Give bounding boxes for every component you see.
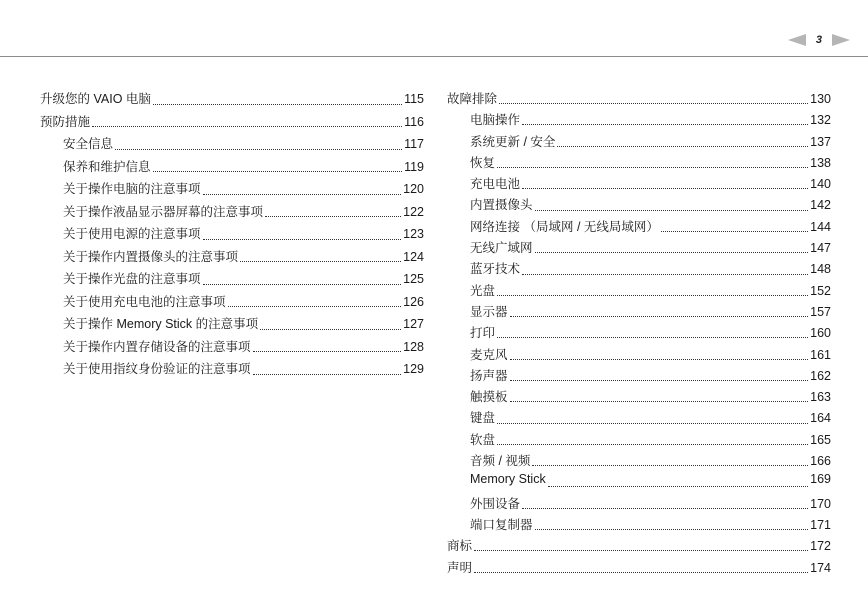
- toc-entry-title: 无线广域网: [470, 241, 533, 256]
- dot-leader: [265, 216, 401, 217]
- dot-leader: [499, 103, 808, 104]
- dot-leader: [253, 374, 402, 375]
- toc-entry-page: 161: [810, 347, 831, 362]
- dot-leader: [203, 284, 402, 285]
- dot-leader: [253, 351, 402, 352]
- toc-entry-title: 蓝牙技术: [470, 262, 521, 277]
- toc-entry-title: 麦克风: [470, 347, 508, 362]
- toc-entry-title: 充电电池: [470, 177, 521, 192]
- dot-leader: [203, 239, 402, 240]
- dot-leader: [522, 274, 808, 275]
- toc-entry-title: 升级您的 VAIO 电脑: [40, 92, 151, 106]
- toc-entry[interactable]: [40, 269, 424, 292]
- dot-leader: [557, 146, 808, 147]
- toc-entry-title: 关于操作电脑的注意事项: [63, 182, 201, 196]
- previous-page-arrow-icon[interactable]: [788, 34, 806, 46]
- toc-entry-title: 关于操作光盘的注意事项: [63, 272, 201, 286]
- toc-entry-title: 电脑操作: [470, 113, 521, 128]
- toc-entry[interactable]: [447, 494, 831, 515]
- toc-entry-page: 123: [403, 227, 424, 241]
- dot-leader: [535, 252, 809, 253]
- dot-leader: [510, 401, 809, 402]
- toc-entry-page: 164: [810, 411, 831, 426]
- toc-entry-page: 119: [404, 159, 424, 174]
- toc-entry-title: 声明: [447, 560, 473, 575]
- toc-entry-page: 166: [810, 454, 831, 469]
- toc-entry-title: 安全信息: [63, 137, 114, 151]
- toc-entry-title: 系统更新 / 安全: [470, 134, 556, 149]
- dot-leader: [497, 423, 808, 424]
- toc-entry[interactable]: [447, 153, 831, 174]
- toc-entry-page: 142: [810, 198, 831, 213]
- toc-entry[interactable]: [40, 89, 424, 112]
- toc-entry[interactable]: [447, 451, 831, 472]
- dot-leader: [535, 529, 809, 530]
- toc-entry[interactable]: [40, 337, 424, 360]
- dot-leader: [522, 508, 808, 509]
- toc-entry[interactable]: [447, 89, 831, 110]
- toc-entry-title: 恢复: [470, 155, 496, 170]
- toc-right-column: [447, 89, 831, 579]
- toc-entry-title: 关于使用充电电池的注意事项: [63, 294, 226, 309]
- dot-leader: [661, 231, 808, 232]
- toc-entry[interactable]: [447, 174, 831, 195]
- toc-left-column: [40, 89, 424, 382]
- toc-entry-title: 商标: [447, 539, 473, 554]
- dot-leader: [522, 124, 808, 125]
- toc-entry-title: 预防措施: [40, 114, 91, 129]
- toc-entry-title: 端口复制器: [470, 517, 533, 532]
- toc-entry[interactable]: [40, 292, 424, 315]
- toc-entry[interactable]: [40, 314, 424, 337]
- toc-entry-page: 148: [810, 262, 831, 277]
- toc-entry[interactable]: [40, 359, 424, 382]
- toc-entry-page: 144: [810, 219, 831, 234]
- toc-entry[interactable]: [40, 179, 424, 202]
- toc-entry-title: 键盘: [470, 411, 496, 426]
- dot-leader: [260, 329, 401, 330]
- toc-entry[interactable]: [447, 281, 831, 302]
- dot-leader: [92, 126, 402, 127]
- dot-leader: [548, 486, 808, 487]
- toc-entry[interactable]: [40, 112, 424, 135]
- toc-entry-page: 124: [403, 249, 424, 264]
- toc-entry-page: 126: [403, 294, 424, 309]
- toc-entry[interactable]: [40, 224, 424, 247]
- dot-leader: [474, 550, 808, 551]
- dot-leader: [115, 149, 402, 150]
- toc-entry-page: 169: [810, 472, 831, 487]
- toc-entry[interactable]: [40, 202, 424, 225]
- toc-entry-page: 163: [810, 390, 831, 405]
- toc-entry-page: 171: [810, 517, 831, 532]
- toc-entry-page: 125: [403, 272, 424, 286]
- dot-leader: [153, 104, 402, 105]
- toc-entry-title: 软盘: [470, 432, 496, 447]
- toc-entry-title: 关于操作 Memory Stick 的注意事项: [63, 317, 259, 331]
- toc-entry-page: 130: [810, 92, 831, 106]
- toc-entry-page: 140: [810, 177, 831, 192]
- dot-leader: [153, 171, 403, 172]
- toc-entry-page: 160: [810, 326, 831, 341]
- page-header: [0, 0, 868, 57]
- toc-entry-title: 关于使用电源的注意事项: [63, 227, 201, 241]
- toc-entry[interactable]: [40, 134, 424, 157]
- toc-entry-title: 保养和维护信息: [63, 159, 151, 174]
- toc-entry-title: 故障排除: [447, 92, 498, 106]
- toc-entry-page: 170: [810, 496, 831, 511]
- toc-entry-title: 光盘: [470, 283, 496, 298]
- dot-leader: [532, 465, 808, 466]
- dot-leader: [497, 295, 808, 296]
- toc-entry-page: 147: [810, 241, 831, 256]
- toc-entry-page: 162: [810, 368, 831, 383]
- toc-entry[interactable]: [447, 217, 831, 238]
- toc-entry-title: 扬声器: [470, 368, 508, 383]
- toc-entry-page: 174: [810, 560, 831, 575]
- toc-entry-title: 关于操作液晶显示器屏幕的注意事项: [63, 204, 264, 219]
- toc-entry[interactable]: [447, 430, 831, 451]
- dot-leader: [497, 337, 808, 338]
- toc-entry[interactable]: [447, 132, 831, 153]
- toc-entry-page: 116: [404, 114, 424, 129]
- toc-entry[interactable]: [40, 157, 424, 180]
- toc-entry[interactable]: [447, 195, 831, 216]
- toc-entry[interactable]: [447, 536, 831, 557]
- toc-entry-title: Memory Stick: [470, 472, 546, 487]
- toc-entry-page: 172: [810, 539, 831, 554]
- toc-entry-page: 128: [403, 339, 424, 354]
- toc-entry[interactable]: [447, 558, 831, 579]
- toc-entry-page: 129: [403, 362, 424, 376]
- toc-entry[interactable]: [447, 366, 831, 387]
- dot-leader: [474, 572, 808, 573]
- toc-entry-title: 触摸板: [470, 390, 508, 405]
- toc-entry[interactable]: [447, 408, 831, 429]
- toc-entry-title: 打印: [470, 326, 496, 341]
- toc-entry-page: 120: [403, 182, 424, 196]
- dot-leader: [497, 444, 808, 445]
- toc-entry-page: 138: [810, 155, 831, 170]
- dot-leader: [535, 210, 809, 211]
- next-page-arrow-icon[interactable]: [832, 34, 850, 46]
- dot-leader: [497, 167, 808, 168]
- toc-entry-title: 显示器: [470, 304, 508, 319]
- toc-entry[interactable]: [447, 515, 831, 536]
- toc-entry-page: 127: [403, 317, 424, 331]
- toc-entry[interactable]: [447, 387, 831, 408]
- page-navigator: [788, 32, 850, 48]
- toc-entry-title: 内置摄像头: [470, 198, 533, 213]
- dot-leader: [240, 261, 401, 262]
- toc-entry-title: 外围设备: [470, 496, 521, 511]
- dot-leader: [510, 359, 809, 360]
- toc-entry[interactable]: [447, 110, 831, 131]
- toc-entry[interactable]: [447, 345, 831, 366]
- toc-entry-page: 137: [810, 134, 831, 149]
- page-number: 3: [815, 34, 822, 46]
- toc-entry-title: 关于操作内置摄像头的注意事项: [63, 249, 239, 264]
- toc-entry[interactable]: [447, 302, 831, 323]
- dot-leader: [522, 188, 808, 189]
- toc-entry-title: 网络连接 （局域网 / 无线局域网）: [470, 219, 659, 234]
- toc-entry[interactable]: [447, 238, 831, 259]
- toc-entry-title: 音频 / 视频: [470, 454, 531, 469]
- toc-entry-title: 关于使用指纹身份验证的注意事项: [63, 362, 251, 376]
- toc-entry-page: 117: [404, 137, 424, 151]
- toc-entry[interactable]: [447, 472, 831, 493]
- toc-entry-page: 115: [404, 92, 424, 106]
- toc-entry[interactable]: [447, 259, 831, 280]
- toc-entry-page: 152: [810, 283, 831, 298]
- dot-leader: [228, 306, 402, 307]
- toc-entry-page: 132: [810, 113, 831, 128]
- dot-leader: [510, 316, 809, 317]
- toc-entry-page: 157: [810, 304, 831, 319]
- toc-entry-page: 122: [403, 204, 424, 219]
- toc-entry-page: 165: [810, 432, 831, 447]
- toc-entry-title: 关于操作内置存储设备的注意事项: [63, 339, 251, 354]
- dot-leader: [203, 194, 402, 195]
- toc-entry[interactable]: [40, 247, 424, 270]
- dot-leader: [510, 380, 809, 381]
- toc-entry[interactable]: [447, 323, 831, 344]
